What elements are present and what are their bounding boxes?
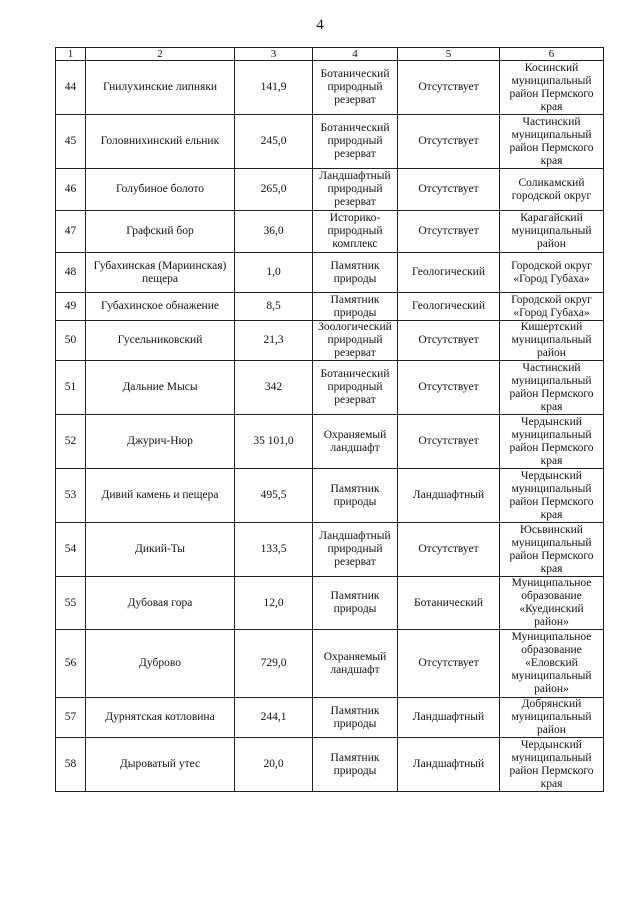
profile-cell: Отсутствует [398,523,500,577]
profile-cell: Геологический [398,293,500,321]
location-cell: Муниципальное образование «Еловский муниципальный район» [500,630,604,698]
profile-cell: Отсутствует [398,415,500,469]
area-cell: 244,1 [235,698,313,738]
name-cell: Губахинское обнажение [86,293,235,321]
profile-cell: Геологический [398,253,500,293]
name-cell: Гусельниковский [86,321,235,361]
profile-cell: Отсутствует [398,61,500,115]
category-cell: Ботанический природный резерват [313,115,398,169]
area-cell: 342 [235,361,313,415]
category-cell: Памятник природы [313,577,398,630]
area-cell: 133,5 [235,523,313,577]
location-cell: Кишертский муниципальный район [500,321,604,361]
area-cell: 141,9 [235,61,313,115]
name-cell: Джурич-Нюр [86,415,235,469]
location-cell: Чердынский муниципальный район Пермского края [500,469,604,523]
profile-cell: Отсутствует [398,169,500,211]
profile-cell: Отсутствует [398,361,500,415]
category-cell: Памятник природы [313,253,398,293]
table-row [56,523,604,577]
name-cell: Дыроватый утес [86,738,235,792]
profile-cell: Отсутствует [398,211,500,253]
location-cell: Косинский муниципальный район Пермского края [500,61,604,115]
category-cell: Ботанический природный резерват [313,61,398,115]
area-cell: 495,5 [235,469,313,523]
column-number: 2 [86,48,235,61]
row-number-cell: 51 [56,361,86,415]
category-cell: Памятник природы [313,293,398,321]
area-cell: 8,5 [235,293,313,321]
profile-cell: Отсутствует [398,630,500,698]
profile-cell: Ботанический [398,577,500,630]
name-cell: Дальние Мысы [86,361,235,415]
area-cell: 21,3 [235,321,313,361]
table-row [56,321,604,361]
row-number-cell: 52 [56,415,86,469]
table-row [56,738,604,792]
location-cell: Чердынский муниципальный район Пермского края [500,415,604,469]
area-cell: 245,0 [235,115,313,169]
table-row [56,698,604,738]
table-row [56,630,604,698]
table-row [56,415,604,469]
name-cell: Губахинская (Мариинская) пещера [86,253,235,293]
column-number: 6 [500,48,604,61]
row-number-cell: 45 [56,115,86,169]
category-cell: Историко-природный комплекс [313,211,398,253]
location-cell: Соликамский городской округ [500,169,604,211]
name-cell: Дуброво [86,630,235,698]
row-number-cell: 55 [56,577,86,630]
category-cell: Памятник природы [313,698,398,738]
profile-cell: Отсутствует [398,115,500,169]
location-cell: Карагайский муниципальный район [500,211,604,253]
area-cell: 35 101,0 [235,415,313,469]
profile-cell: Ландшафтный [398,698,500,738]
name-cell: Графский бор [86,211,235,253]
row-number-cell: 46 [56,169,86,211]
location-cell: Частинский муниципальный район Пермского края [500,115,604,169]
column-number: 3 [235,48,313,61]
table-row [56,469,604,523]
row-number-cell: 54 [56,523,86,577]
category-cell: Зоологический природный резерват [313,321,398,361]
location-cell: Частинский муниципальный район Пермского края [500,361,604,415]
location-cell: Добрянский муниципальный район [500,698,604,738]
category-cell: Охраняемый ландшафт [313,415,398,469]
row-number-cell: 50 [56,321,86,361]
table-row [56,61,604,115]
table-row [56,577,604,630]
table-row [56,361,604,415]
area-cell: 12,0 [235,577,313,630]
table-row [56,253,604,293]
column-number: 4 [313,48,398,61]
page-number: 4 [316,17,324,33]
row-number-cell: 57 [56,698,86,738]
category-cell: Ботанический природный резерват [313,361,398,415]
row-number-cell: 58 [56,738,86,792]
category-cell: Ландшафтный природный резерват [313,169,398,211]
table-row [56,211,604,253]
name-cell: Головнихинский ельник [86,115,235,169]
table-row [56,115,604,169]
name-cell: Гнилухинские липняки [86,61,235,115]
location-cell: Юсьвинский муниципальный район Пермского края [500,523,604,577]
profile-cell: Отсутствует [398,321,500,361]
row-number-cell: 47 [56,211,86,253]
area-cell: 729,0 [235,630,313,698]
column-number-row [56,48,604,61]
table-row [56,293,604,321]
area-cell: 20,0 [235,738,313,792]
area-cell: 1,0 [235,253,313,293]
profile-cell: Ландшафтный [398,469,500,523]
name-cell: Дикий-Ты [86,523,235,577]
location-cell: Муниципальное образование «Куединский район» [500,577,604,630]
name-cell: Дурнятская котловина [86,698,235,738]
category-cell: Ландшафтный природный резерват [313,523,398,577]
area-cell: 265,0 [235,169,313,211]
location-cell: Городской округ «Город Губаха» [500,253,604,293]
profile-cell: Ландшафтный [398,738,500,792]
location-cell: Чердынский муниципальный район Пермского края [500,738,604,792]
column-number: 5 [398,48,500,61]
name-cell: Голубиное болото [86,169,235,211]
name-cell: Дубовая гора [86,577,235,630]
category-cell: Охраняемый ландшафт [313,630,398,698]
column-number: 1 [56,48,86,61]
area-cell: 36,0 [235,211,313,253]
name-cell: Дивий камень и пещера [86,469,235,523]
row-number-cell: 53 [56,469,86,523]
table-row [56,169,604,211]
category-cell: Памятник природы [313,469,398,523]
row-number-cell: 48 [56,253,86,293]
protected-areas-table [55,47,604,792]
row-number-cell: 56 [56,630,86,698]
category-cell: Памятник природы [313,738,398,792]
row-number-cell: 49 [56,293,86,321]
row-number-cell: 44 [56,61,86,115]
location-cell: Городской округ «Город Губаха» [500,293,604,321]
